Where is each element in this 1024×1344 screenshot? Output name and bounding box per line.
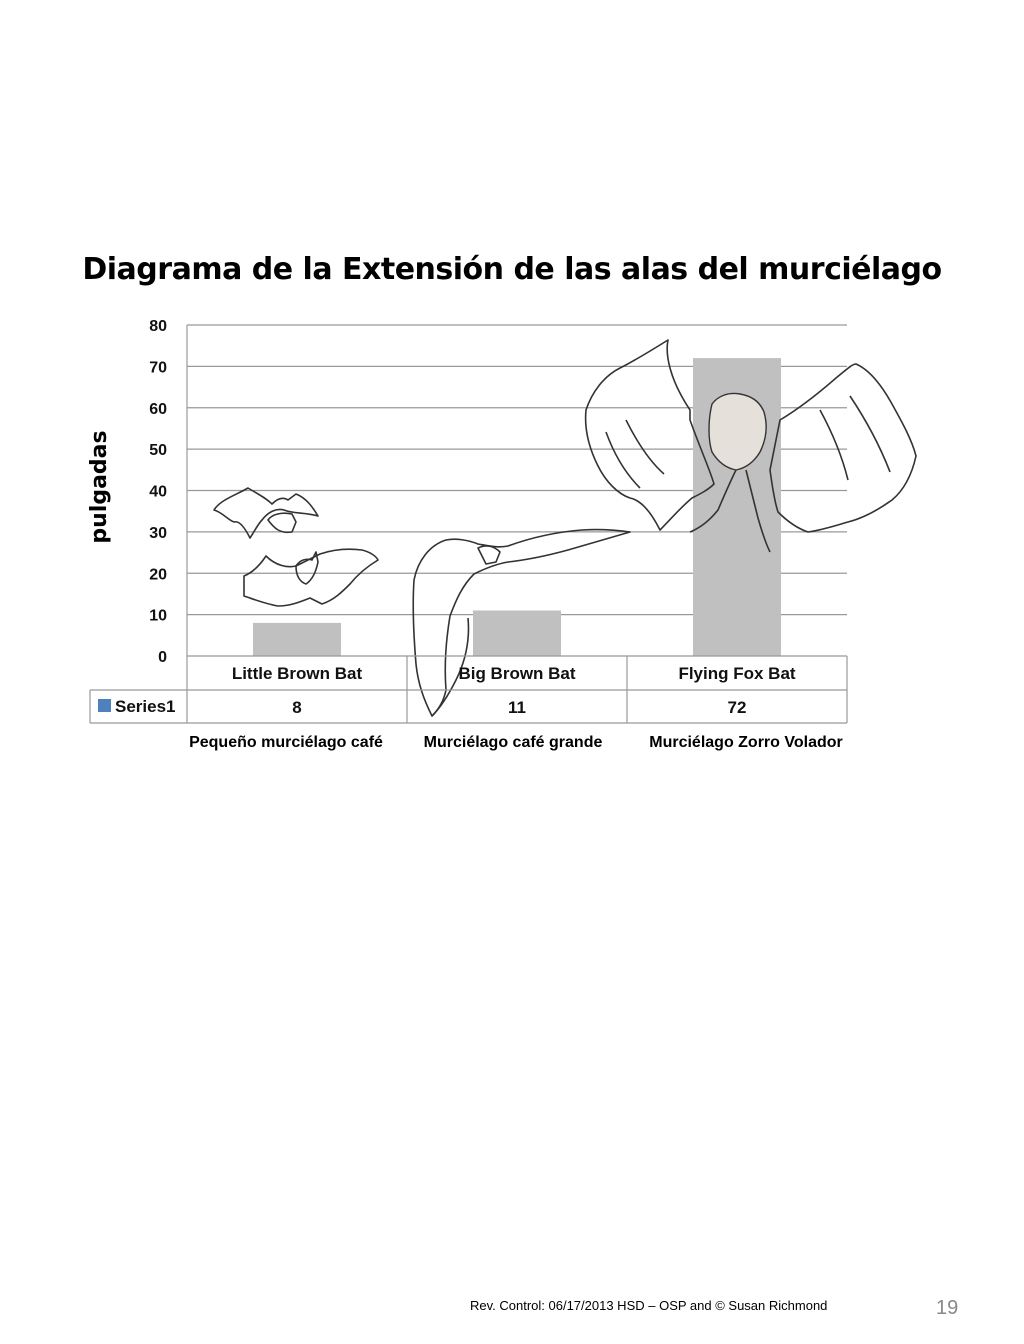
- data-value-1: 11: [508, 698, 526, 717]
- chart-title: Diagrama de la Extensión de las alas del murciélago: [82, 252, 942, 287]
- page-number: 19: [936, 1297, 959, 1319]
- little-brown-bat-illustration: [214, 488, 378, 606]
- data-value-0: 8: [292, 698, 302, 717]
- category-label-1: Big Brown Bat: [458, 664, 576, 683]
- y-tick-label-0: 0: [158, 649, 167, 666]
- bar-1: [473, 610, 561, 656]
- category-translation-big-brown-bat: Murciélago café grande: [423, 734, 603, 751]
- data-value-2: 72: [727, 698, 747, 717]
- legend-key-series1: [98, 699, 111, 712]
- category-translation-little-brown-bat: Pequeño murciélago café: [189, 734, 383, 751]
- data-table-values: [292, 698, 746, 717]
- y-tick-label-80: 80: [149, 318, 167, 335]
- bar-chart: [0, 300, 1024, 730]
- legend-label-series1: Series1: [115, 697, 176, 716]
- category-translation-flying-fox-bat: Murciélago Zorro Volador: [649, 734, 843, 751]
- y-tick-label-30: 30: [149, 524, 167, 542]
- category-label-2: Flying Fox Bat: [678, 664, 796, 683]
- revision-footer: Rev. Control: 06/17/2013 HSD – OSP and © Susan Richmond: [470, 1298, 828, 1313]
- category-labels: [232, 664, 796, 683]
- bars: [253, 358, 781, 656]
- y-tick-label-60: 60: [149, 400, 167, 418]
- y-axis-label: pulgadas: [87, 430, 112, 544]
- category-label-0: Little Brown Bat: [231, 664, 363, 683]
- y-tick-label-40: 40: [149, 483, 167, 501]
- y-tick-label-10: 10: [149, 607, 167, 625]
- bar-0: [253, 623, 341, 656]
- y-tick-label-70: 70: [149, 359, 167, 377]
- y-tick-label-20: 20: [149, 566, 167, 584]
- y-tick-label-50: 50: [149, 442, 167, 460]
- y-axis-ticks: [149, 318, 167, 666]
